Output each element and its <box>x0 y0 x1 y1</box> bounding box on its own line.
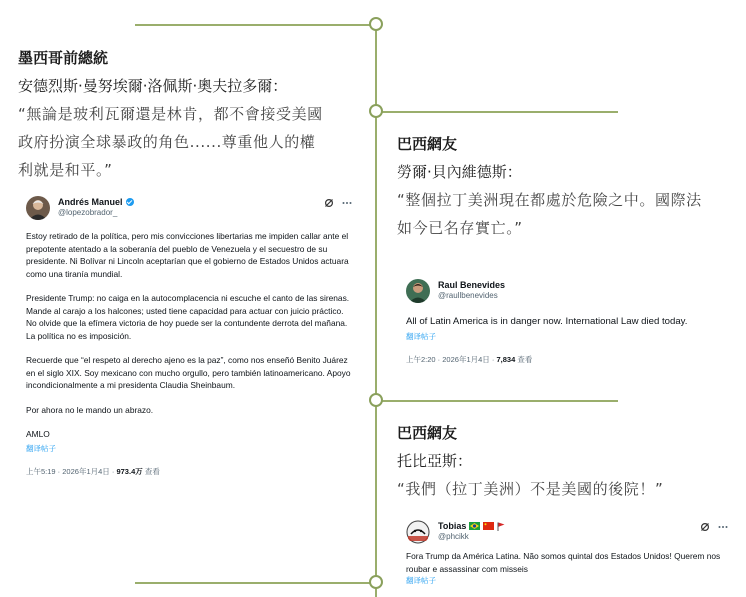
view-count: 973.4万 <box>116 466 143 476</box>
tweet-timestamp[interactable]: 上午2:20 · 2026年1月4日 · <box>406 355 497 364</box>
china-flag-icon <box>483 522 494 530</box>
timeline-branch <box>135 582 376 584</box>
caption-quote-line: 政府扮演全球暴政的角色......尊重他人的權 <box>18 133 316 151</box>
caption-title: 墨西哥前總統 <box>18 49 109 67</box>
tweet-paragraph: Recuerde que “el respeto al derecho ajeno es la paz”, como nos enseñó Benito Juárez en el siglo XIX. Soy mexicano con mucho orgullo, pero también latinoamericano. Apoyo incondicionalmente a mi presidenta Claudia Sheinbaum. <box>26 355 351 390</box>
tweet-paragraph: Fora Trump da América Latina. Não somos quintal dos Estados Unidos! Querem nos roubar e assassinar com misseis <box>406 551 721 574</box>
more-options-icon[interactable] <box>718 522 728 532</box>
tweet-text <box>26 230 352 441</box>
tweet-meta <box>26 466 352 477</box>
grok-icon[interactable] <box>324 198 334 208</box>
views-label: 查看 <box>515 355 533 364</box>
author-name[interactable]: Tobias <box>438 521 467 531</box>
timeline-node <box>369 393 383 407</box>
tweet-paragraph: Presidente Trump: no caiga en la autocomplacencia ni escuche el canto de las sirenas. Mande al carajo a los halcones; usted tiene capacidad para actuar con juicio práctico. No olvide que la efímera victoria de hoy puede ser la contundente derrota del mañana. La política no es imposición. <box>26 293 350 341</box>
tweet-signature: AMLO <box>26 429 50 439</box>
translate-post-link[interactable]: 翻译帖子 <box>26 443 56 453</box>
caption-speaker: 安德烈斯·曼努埃爾·洛佩斯·奧夫拉多爾： <box>18 77 288 95</box>
caption-quote-line: 利就是和平。” <box>18 161 113 179</box>
author-name-row[interactable] <box>438 280 505 290</box>
tweet-text <box>406 315 740 329</box>
tweet-paragraph: Estoy retirado de la política, pero mis convicciones libertarias me impiden callar ante el prepotente atentado a la soberanía del pueblo de Venezuela y el secuestro de su presidente. Ni Bolívar ni Lincoln aceptarían que el gobierno de Estados Unidos actuara como una tiranía mundial. <box>26 231 349 279</box>
caption-speaker: 勞爾·貝內維德斯： <box>397 163 522 181</box>
tweet-paragraph: Por ahora no le mando un abrazo. <box>26 404 154 415</box>
caption-section-3 <box>397 421 742 503</box>
author-name-row[interactable] <box>58 197 134 207</box>
timeline-branch <box>376 111 618 113</box>
caption-quote-line: “無論是玻利瓦爾還是林肯，都不會接受美國 <box>18 105 323 123</box>
avatar[interactable] <box>406 279 430 303</box>
tweet-actions <box>700 522 728 532</box>
caption-section-1 <box>18 46 368 184</box>
view-count: 7,834 <box>496 355 516 364</box>
grok-icon[interactable] <box>700 522 710 532</box>
views-label: 查看 <box>142 466 160 476</box>
tweet-actions <box>324 198 352 208</box>
timeline-branch <box>376 400 618 402</box>
caption-speaker: 托比亞斯： <box>397 452 473 470</box>
author-handle[interactable]: @raullbenevides <box>438 291 498 300</box>
author-handle[interactable]: @lopezobrador_ <box>58 208 118 217</box>
caption-quote-line: “我們（拉丁美洲）不是美國的後院！” <box>397 480 664 498</box>
tweet-header <box>406 520 728 550</box>
tweet-card-amlo[interactable] <box>26 196 352 477</box>
tweet-header <box>26 196 352 230</box>
tweet-text <box>406 550 728 575</box>
translate-post-link[interactable]: 翻译帖子 <box>406 332 436 341</box>
caption-quote-line: “整個拉丁美洲現在都處於危險之中。國際法 <box>397 191 702 209</box>
caption-title: 巴西網友 <box>397 424 458 442</box>
verified-badge-icon <box>126 198 134 206</box>
author-handle[interactable]: @phcikk <box>438 532 469 541</box>
author-name[interactable]: Andrés Manuel <box>58 197 123 207</box>
avatar[interactable] <box>26 196 50 220</box>
caption-section-2 <box>397 132 742 242</box>
more-options-icon[interactable] <box>342 198 352 208</box>
tweet-card-raul[interactable] <box>406 279 740 365</box>
timeline-node <box>369 17 383 31</box>
avatar[interactable] <box>406 520 430 544</box>
tweet-paragraph: All of Latin America is in danger now. International Law died today. <box>406 316 688 327</box>
author-name-row[interactable] <box>438 521 505 531</box>
translate-post-link[interactable]: 翻译帖子 <box>406 576 436 585</box>
red-flag-icon <box>497 522 505 531</box>
caption-title: 巴西網友 <box>397 135 458 153</box>
author-name[interactable]: Raul Benevides <box>438 280 506 290</box>
timeline-node <box>369 104 383 118</box>
tweet-timestamp[interactable]: 上午5:19 · 2026年1月4日 · <box>26 466 117 476</box>
timeline-branch <box>135 24 376 26</box>
timeline-node <box>369 575 383 589</box>
tweet-meta <box>406 354 740 365</box>
brazil-flag-icon <box>469 522 480 530</box>
tweet-card-tobias[interactable] <box>406 520 728 586</box>
caption-quote-line: 如今已名存實亡。” <box>397 219 523 237</box>
tweet-header <box>406 279 740 313</box>
